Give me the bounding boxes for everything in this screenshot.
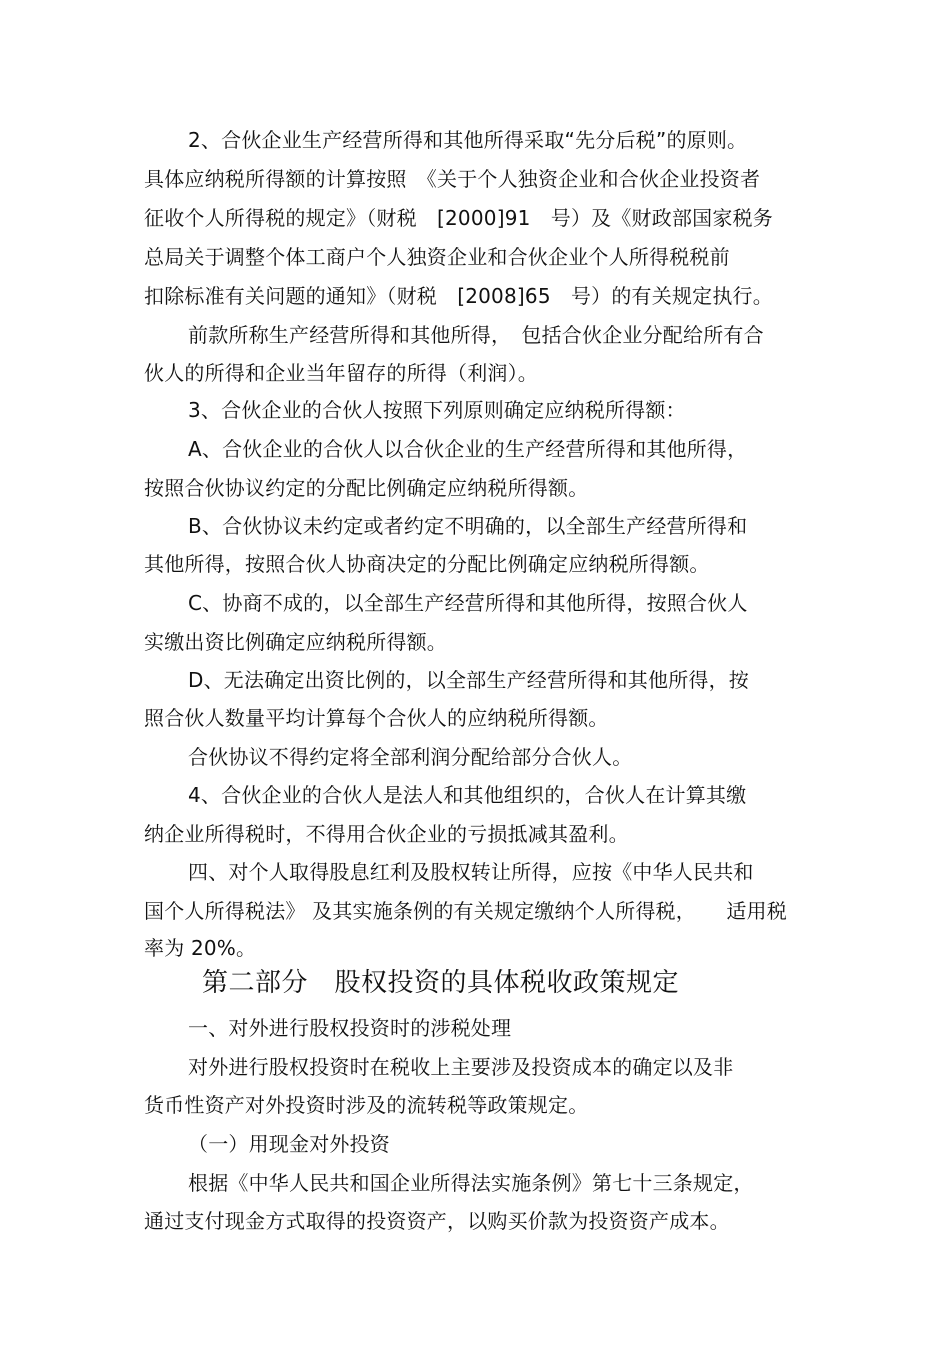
- paragraph-line: 一、对外进行股权投资时的涉税处理: [188, 1016, 512, 1040]
- paragraph-line: （一）用现金对外投资: [188, 1132, 390, 1156]
- paragraph-line: 总局关于调整个体工商户个人独资企业和合伙企业个人所得税税前: [144, 245, 730, 269]
- paragraph-line: D、无法确定出资比例的，以全部生产经营所得和其他所得，按: [188, 668, 749, 692]
- paragraph-line: 货币性资产对外投资时涉及的流转税等政策规定。: [144, 1093, 589, 1117]
- paragraph-line: 4、合伙企业的合伙人是法人和其他组织的，合伙人在计算其缴: [188, 783, 747, 807]
- paragraph-line: 实缴出资比例确定应纳税所得额。: [144, 630, 447, 654]
- paragraph-line: B、合伙协议未约定或者约定不明确的，以全部生产经营所得和: [188, 514, 748, 538]
- paragraph-line: A、合伙企业的合伙人以合伙企业的生产经营所得和其他所得，: [188, 437, 748, 461]
- section-heading: 第二部分 股权投资的具体税收政策规定: [202, 968, 680, 998]
- paragraph-line: 扣除标准有关问题的通知》（财税 [2008]65 号）的有关规定执行。: [144, 284, 773, 308]
- paragraph-line: 通过支付现金方式取得的投资资产，以购买价款为投资资产成本。: [144, 1209, 730, 1233]
- paragraph-line: 2、合伙企业生产经营所得和其他所得采取“先分后税”的原则。: [188, 128, 748, 152]
- paragraph-line: 国个人所得税法》 及其实施条例的有关规定缴纳个人所得税， 适用税: [144, 899, 787, 923]
- paragraph-line: 合伙协议不得约定将全部利润分配给部分合伙人。: [188, 745, 633, 769]
- paragraph-line: 对外进行股权投资时在税收上主要涉及投资成本的确定以及非: [188, 1055, 734, 1079]
- paragraph-line: 四、对个人取得股息红利及股权转让所得，应按《中华人民共和: [188, 860, 754, 884]
- paragraph-line: 按照合伙协议约定的分配比例确定应纳税所得额。: [144, 476, 589, 500]
- paragraph-line: 具体应纳税所得额的计算按照 《关于个人独资企业和合伙企业投资者: [144, 167, 761, 191]
- paragraph-line: 伙人的所得和企业当年留存的所得（利润）。: [144, 361, 538, 385]
- paragraph-line: 3、合伙企业的合伙人按照下列原则确定应纳税所得额：: [188, 398, 686, 422]
- paragraph-line: 率为 20%。: [144, 936, 257, 960]
- paragraph-line: 纳企业所得税时，不得用合伙企业的亏损抵减其盈利。: [144, 822, 629, 846]
- paragraph-line: 前款所称生产经营所得和其他所得， 包括合伙企业分配给所有合: [188, 323, 764, 347]
- paragraph-line: C、协商不成的，以全部生产经营所得和其他所得，按照合伙人: [188, 591, 748, 615]
- paragraph-line: 照合伙人数量平均计算每个合伙人的应纳税所得额。: [144, 706, 609, 730]
- paragraph-line: 根据《中华人民共和国企业所得法实施条例》第七十三条规定，: [188, 1171, 754, 1195]
- paragraph-line: 征收个人所得税的规定》（财税 [2000]91 号）及《财政部国家税务: [144, 206, 773, 230]
- paragraph-line: 其他所得，按照合伙人协商决定的分配比例确定应纳税所得额。: [144, 552, 710, 576]
